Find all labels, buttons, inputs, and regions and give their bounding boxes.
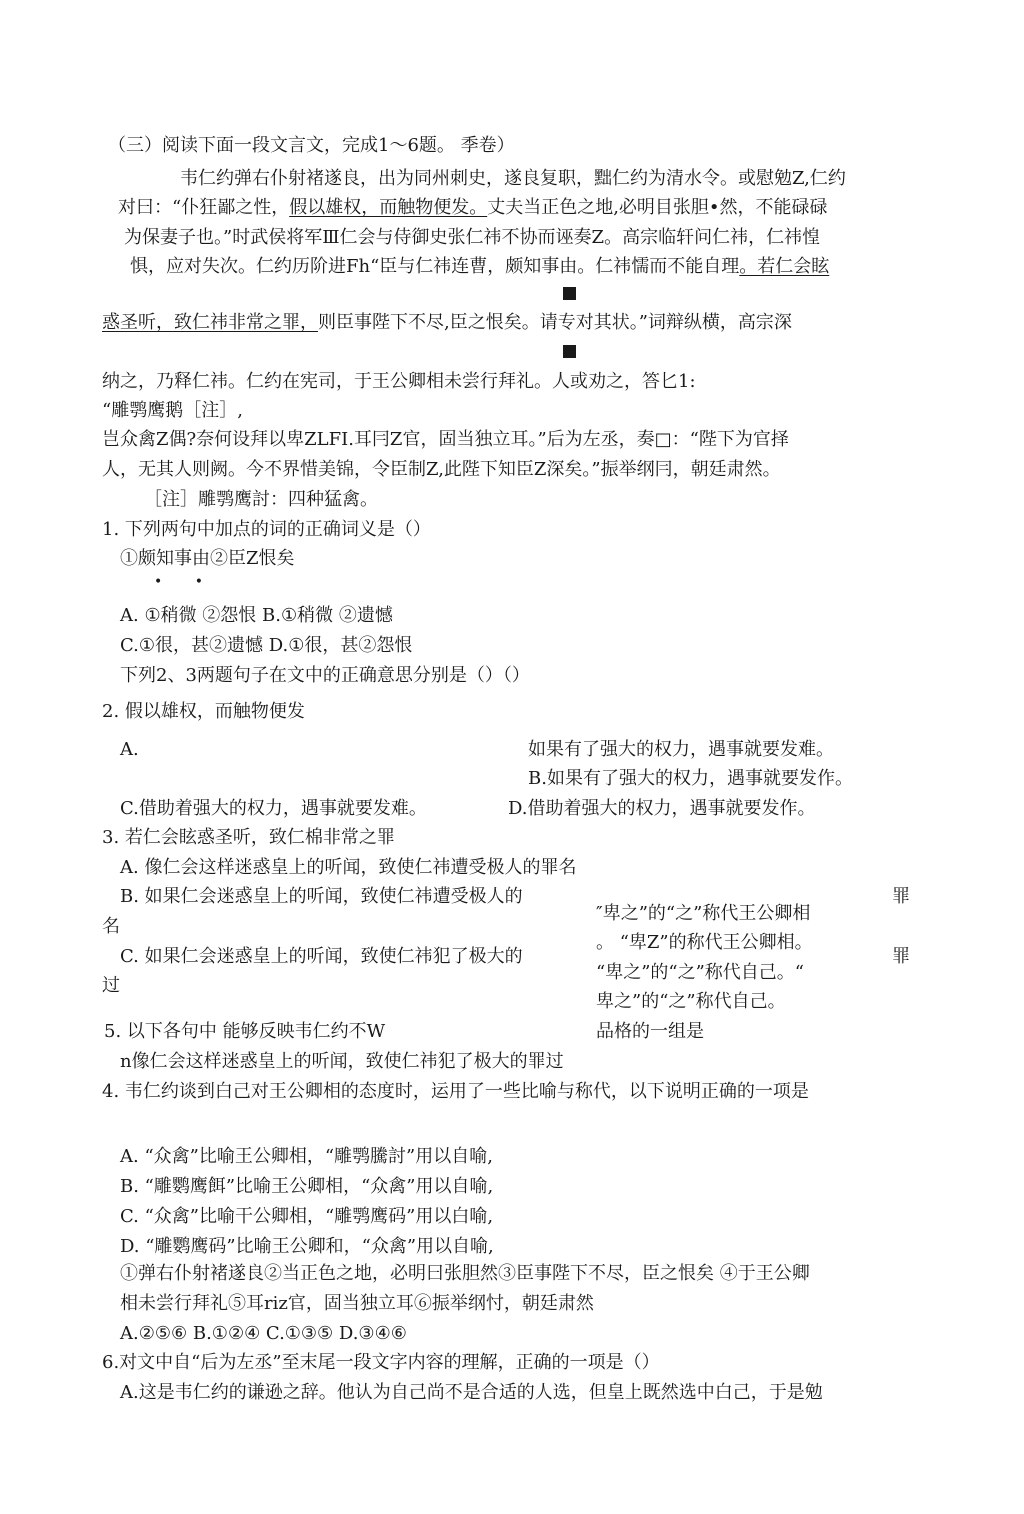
question-3-option-d: n像仁会这样迷惑皇上的听闻，致使仁祎犯了极大的罪过 (120, 1051, 564, 1072)
question-3-option-c: C. 如果仁会迷惑皇上的听闻，致使仁祎犯了极大的 (120, 946, 523, 967)
question-2-option-c: C.借助着强大的权力，遇事就要发难。 (120, 798, 427, 819)
question-3-option-b: B. 如果仁会迷惑皇上的听闻，致使仁祎遭受极人的 (120, 886, 523, 907)
right-fragment-3: “卑之”的“之”称代自己。“ (596, 962, 805, 983)
question-2-option-a: 如果有了强大的权力，遇事就要发难。 (528, 739, 834, 760)
question-6-option-a: A.这是韦仁约的谦逊之辞。他认为自己尚不是合适的人选，但皇上既然选中白己，于是勉 (120, 1382, 823, 1403)
question-1-options-ab: A. ①稍微 ②怨恨 B.①稍微 ②遗憾 (120, 605, 393, 626)
question-5-sentences-1: ①弹右仆射褚遂良②当正色之地，必明曰张胆然③臣事陛下不尽，臣之恨矣 ④于王公卿 (120, 1263, 810, 1284)
passage-line-1: 韦仁约弹右仆射褚遂良，出为同州刺史，遂良复职，黜仁约为清水令。或慰勉Z,仁约 (180, 168, 846, 189)
square-marker (563, 287, 576, 300)
questions-2-3-instruction: 下列2、3两题句子在文中的正确意思分别是（）（） (120, 665, 530, 686)
underlined-sentence-2: 假以雄权，而触物便发。 (289, 197, 488, 218)
right-fragment-4: 卑之”的“之”称代自己。 (596, 991, 786, 1012)
question-3: 3. 若仁会眩惑圣听，致仁棉非常之罪 (102, 827, 395, 848)
right-fragment-zui-1: 罪 (892, 886, 910, 907)
right-fragment-1: ″卑之”的“之”称代王公卿相 (596, 903, 811, 924)
passage-text: 丈夫当正色之地,必明目张胆•然，不能碌碌 (487, 197, 828, 218)
question-4-option-c: C. “众禽”比喻干公卿相，“雕鹗鹰码”用以白喻, (120, 1206, 494, 1227)
question-4-option-a: A. “众禽”比喻王公卿相，“雕鹗騰討”用以自喻, (120, 1146, 493, 1167)
annotation-note: ［注］雕鹗鹰討：四种猛禽。 (144, 489, 378, 510)
underlined-sentence-3a: 。若仁会眩 (739, 256, 830, 277)
question-3-option-c-wrap: 过 (102, 975, 120, 996)
question-4-option-b: B. “雕鹦鹰餌”比喻王公卿相，“众禽”用以自喻, (120, 1176, 494, 1197)
question-3-option-a: A. 像仁会这样迷惑皇上的听闻，致使仁祎遭受极人的罪名 (120, 857, 577, 878)
question-2: 2. 假以雄权，而触物便发 (102, 701, 305, 722)
passage-line-3: 为保妻子也。”时武侯将军Ⅲ仁会与侍御史张仁祎不协而诬奏Z。高宗临轩问仁祎，仁祎惶 (124, 227, 821, 248)
question-6: 6.对文中自“后为左丞”至末尾一段文字内容的理解，正确的一项是（） (102, 1352, 660, 1373)
passage-line-4 (130, 255, 829, 279)
question-2-option-d: D.借助着强大的权力，遇事就要发作。 (508, 798, 816, 819)
section-heading: （三）阅读下面一段文言文，完成1～6题。 季卷） (108, 135, 515, 156)
square-marker (563, 345, 576, 358)
passage-text: 则臣事陛下不尽,臣之恨矣。请专对其状。”词辩纵横，高宗深 (318, 312, 792, 333)
question-2-option-b: B.如果有了强大的权力，遇事就要发作。 (528, 768, 853, 789)
question-4: 4. 韦仁约谈到白己对王公卿相的态度时，运用了一些比喻与称代，以下说明正确的一项是 (102, 1081, 809, 1102)
right-fragment-5: 品格的一组是 (596, 1021, 704, 1042)
passage-line-5 (102, 311, 792, 335)
question-1-options-cd: C.①很，甚②遗憾 D.①很，甚②怨恨 (120, 635, 413, 656)
question-1-sentences: ①颇知事由②臣Z恨矣 (120, 548, 295, 569)
underlined-sentence-3b: 惑圣听，致仁祎非常之罪， (102, 312, 318, 333)
question-5: 5. 以下各句中 能够反映韦仁约不W (104, 1021, 386, 1042)
passage-text: 惧，应对失次。仁约历阶进Fh“臣与仁祎连曹，颇知事由。仁祎懦而不能自理 (130, 256, 740, 277)
question-3-option-b-wrap: 名 (102, 916, 120, 937)
question-5-sentences-2: 相未尝行拜礼⑤耳riz官，固当独立耳⑥振举纲忖，朝廷肃然 (120, 1293, 594, 1314)
passage-line-6: 纳之，乃释仁祎。仁约在宪司，于王公卿相未尝行拜礼。人或劝之，答匕1: (102, 371, 696, 392)
right-fragment-2: 。 “卑Z”的称代王公卿相。 (596, 932, 813, 953)
right-fragment-zui-2: 罪 (892, 946, 910, 967)
passage-line-7: “雕鹗鹰鹅［注］, (102, 400, 243, 421)
passage-line-8: 岂众禽Z偶?奈何设拜以卑ZLFI.耳冃Z官，固当独立耳。”后为左丞，奏□：“陛下为官择 (102, 429, 789, 450)
passage-line-2 (118, 196, 828, 220)
passage-line-9: 人，无其人则阙。今不界惜美锦，令臣制Z,此陛下知臣Z深矣。”振举纲冃，朝廷肃然。 (102, 459, 781, 480)
question-5-options: A.②⑤⑥ B.①②④ C.①③⑤ D.③④⑥ (120, 1323, 407, 1344)
question-2-option-a-label: A. (120, 739, 139, 760)
emphasis-dots: • • (154, 574, 217, 590)
question-4-option-d: D. “雕鹦鹰码”比喻王公卿和，“众禽”用以自喻, (120, 1236, 494, 1257)
question-1: 1. 下列两句中加点的词的正确词义是（） (102, 519, 431, 540)
passage-text: 对曰：“仆狂鄙之性， (118, 197, 290, 218)
